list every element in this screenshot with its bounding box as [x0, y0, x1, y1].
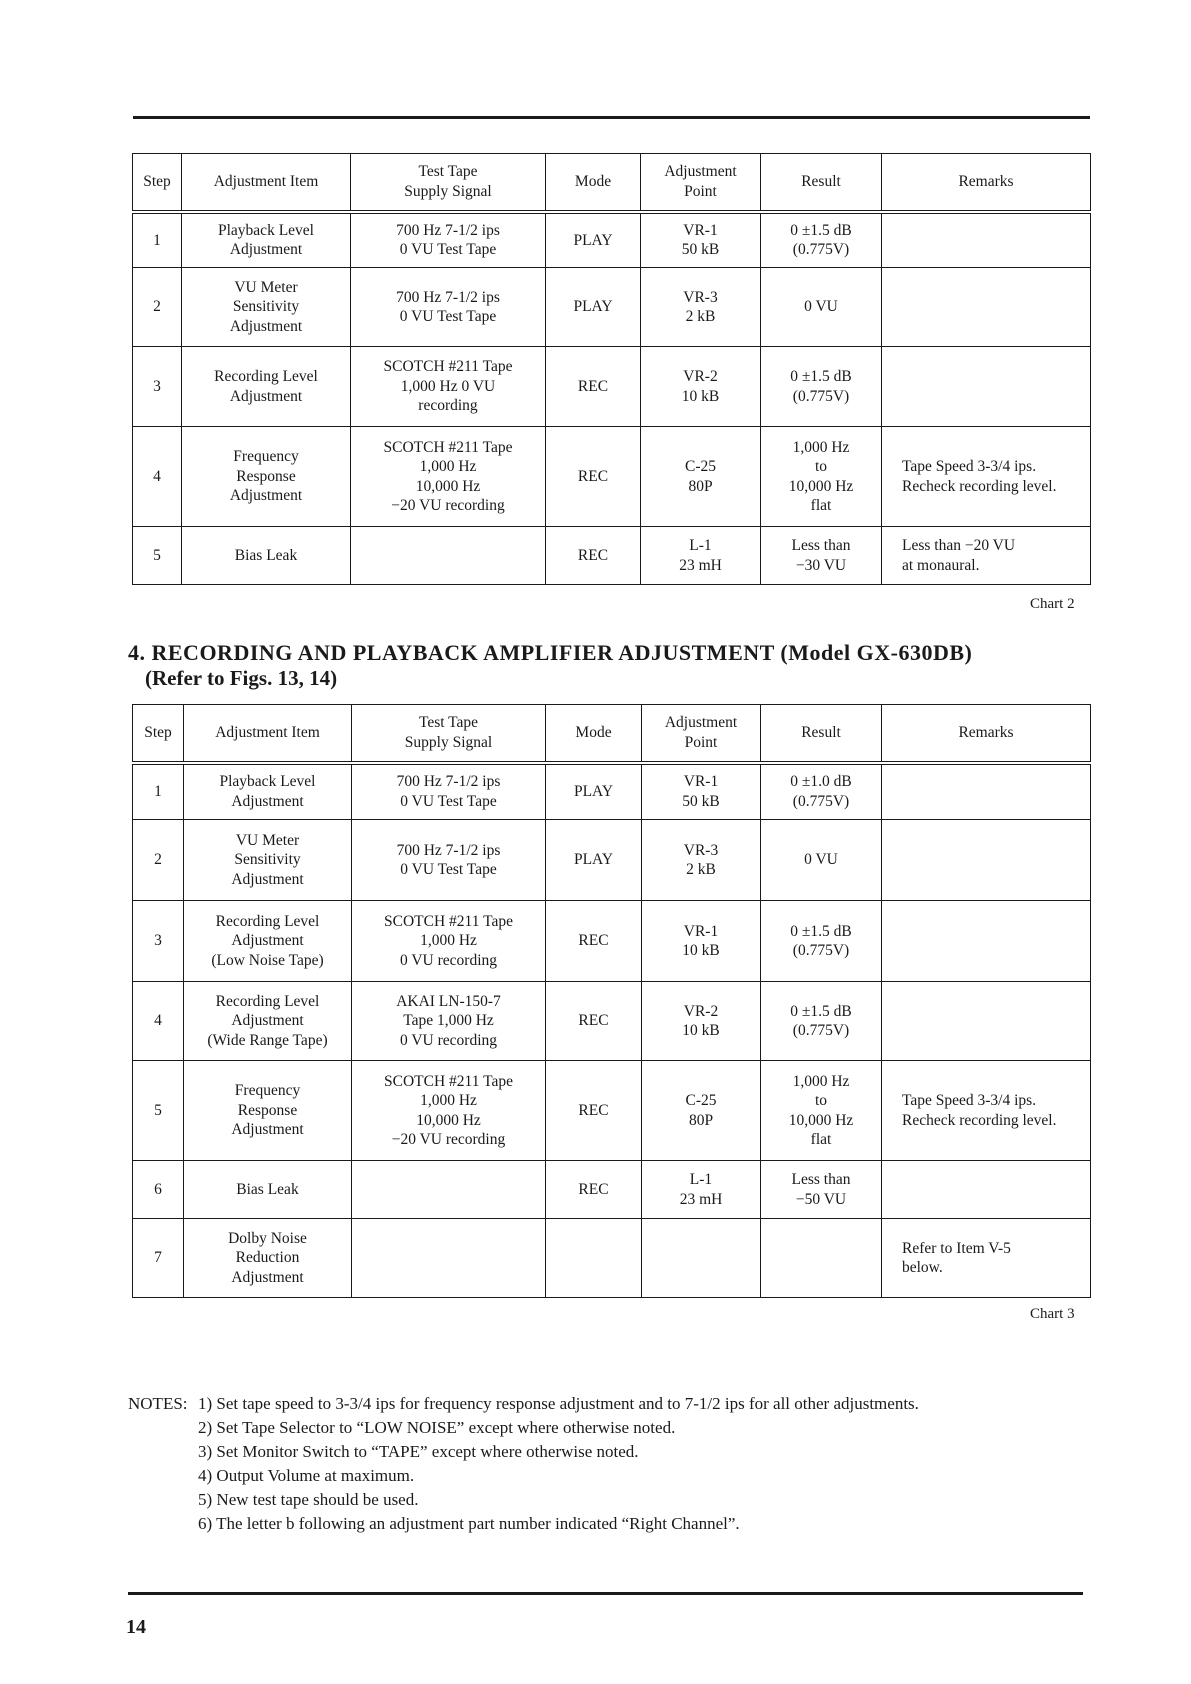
cell-line: (0.775V)	[792, 942, 850, 959]
cell-line: 1	[154, 783, 162, 801]
cell-line: Frequency	[234, 1082, 301, 1100]
cell-line: 0 VU recording	[400, 951, 497, 969]
cell-line: 10,000 Hz	[415, 477, 481, 495]
cell-line: VR-3	[683, 288, 718, 306]
cell-line: Result	[801, 724, 841, 742]
cell-line: 0 VU	[804, 298, 838, 316]
cell-line: Adjustment	[229, 317, 303, 335]
cell-line: Point	[684, 182, 717, 200]
table-cell	[882, 763, 1091, 820]
cell-line: 1,000 Hz	[792, 438, 850, 456]
cell-line: 5	[153, 546, 161, 564]
cell-line: Step	[143, 173, 171, 191]
table-cell	[761, 820, 882, 901]
note-text: 5) New test tape should be used.	[198, 1490, 419, 1509]
table-cell	[352, 1219, 546, 1298]
cell-line: 10 kB	[681, 387, 720, 405]
table-row	[133, 527, 1091, 585]
cell-line: to	[814, 458, 828, 476]
cell-line: 700 Hz 7-1/2 ips	[396, 288, 500, 306]
cell-line: REC	[578, 932, 609, 950]
chart-3-caption: Chart 3	[1030, 1306, 1075, 1322]
table-row	[133, 982, 1091, 1061]
table-cell	[642, 982, 761, 1061]
cell-line: REC	[578, 1180, 609, 1198]
table-cell	[351, 527, 546, 585]
cell-line: 10,000 Hz	[788, 1111, 854, 1129]
cell-line: Tape Speed 3-3/4 ips.	[902, 458, 1037, 476]
table-cell	[182, 527, 351, 585]
table-cell	[882, 347, 1091, 427]
cell-line: −50 VU	[795, 1190, 847, 1208]
cell-line: C-25	[685, 1092, 717, 1110]
cell-line: Bias Leak	[236, 1180, 299, 1198]
table-cell	[882, 268, 1091, 347]
cell-line: 0 VU Test Tape	[399, 241, 497, 259]
cell-line: 700 Hz 7-1/2 ips	[396, 221, 500, 239]
cell-line: Adjustment	[231, 1012, 304, 1030]
table-cell	[761, 427, 882, 527]
cell-line: Mode	[574, 173, 612, 191]
cell-line: 10 kB	[682, 942, 720, 959]
table-row	[133, 347, 1091, 427]
table-cell	[761, 212, 882, 268]
cell-line: 10,000 Hz	[416, 1111, 481, 1129]
cell-line: below.	[902, 1259, 943, 1276]
cell-line: Step	[144, 724, 172, 742]
cell-line: Test Tape	[418, 163, 478, 181]
cell-line: VR-3	[683, 841, 719, 859]
table-cell	[133, 763, 184, 820]
note-item	[128, 1416, 919, 1440]
cell-line: Adjustment Item	[213, 173, 319, 191]
table-cell	[546, 901, 642, 982]
cell-line: PLAY	[573, 783, 614, 801]
table-cell	[761, 268, 882, 347]
cell-line: 0 VU Test Tape	[400, 861, 497, 878]
table-cell	[882, 212, 1091, 268]
cell-line: recording	[418, 397, 478, 415]
cell-line: Tape Speed 3-3/4 ips.	[902, 1092, 1037, 1110]
table-cell	[133, 347, 182, 427]
note-item	[128, 1392, 919, 1416]
cell-line: 1,000 Hz	[420, 932, 477, 950]
table-cell	[761, 901, 882, 982]
table-cell	[546, 763, 642, 820]
table-cell	[546, 1219, 642, 1298]
table-cell	[761, 527, 882, 585]
cell-line: 3	[154, 932, 162, 950]
note-item	[128, 1440, 919, 1464]
cell-line: Playback Level	[218, 221, 314, 239]
cell-line: SCOTCH #211 Tape	[384, 1072, 513, 1090]
table-cell	[133, 427, 182, 527]
note-item	[128, 1512, 919, 1536]
cell-line: C-25	[685, 458, 716, 476]
column-header	[882, 705, 1091, 763]
cell-line: Result	[801, 173, 841, 191]
table-cell	[184, 1061, 352, 1161]
table-cell	[352, 1061, 546, 1161]
cell-line: Remarks	[958, 173, 1014, 191]
cell-line: 10 kB	[682, 1022, 720, 1039]
cell-line: 0 VU recording	[400, 1031, 497, 1049]
column-header	[133, 154, 182, 212]
cell-line: VR-1	[683, 773, 719, 791]
table-cell	[184, 982, 352, 1061]
cell-line: 0 VU	[804, 851, 838, 869]
cell-line: 1,000 Hz	[419, 458, 477, 476]
cell-line: Recording Level	[215, 992, 320, 1010]
cell-line: 6	[154, 1180, 162, 1198]
bottom-rule	[128, 1592, 1083, 1595]
table-cell	[642, 1219, 761, 1298]
cell-line: 2 kB	[685, 308, 716, 325]
table-cell	[761, 1061, 882, 1161]
table-cell	[133, 1219, 184, 1298]
cell-line: PLAY	[573, 851, 614, 869]
table-cell	[882, 1161, 1091, 1219]
table-row	[133, 1061, 1091, 1161]
table-cell	[184, 820, 352, 901]
table-cell	[133, 527, 182, 585]
table-cell	[133, 1161, 184, 1219]
cell-line: Adjustment	[664, 163, 737, 181]
table-row	[133, 427, 1091, 527]
cell-line: Reduction	[235, 1249, 300, 1267]
table-cell	[642, 1161, 761, 1219]
cell-line: 10,000 Hz	[788, 477, 854, 495]
cell-line: 1	[153, 231, 161, 249]
cell-line: Playback Level	[219, 773, 316, 791]
table-cell	[352, 763, 546, 820]
table-row	[133, 820, 1091, 901]
cell-line: Adjustment	[229, 487, 303, 505]
table-cell	[133, 901, 184, 982]
cell-line: REC	[577, 377, 609, 395]
table-cell	[641, 527, 761, 585]
cell-line: VR-1	[683, 922, 719, 940]
cell-line: 0 ±1.0 dB	[790, 773, 852, 791]
cell-line: 0 ±1.5 dB	[790, 1002, 852, 1020]
cell-line: −20 VU recording	[391, 496, 505, 514]
section-title: 4. RECORDING AND PLAYBACK AMPLIFIER ADJUSTMENT (Model GX-630DB)	[128, 640, 973, 665]
table-cell	[882, 427, 1091, 527]
table-cell	[546, 427, 641, 527]
table-cell	[641, 347, 761, 427]
cell-line: 80P	[688, 1111, 714, 1129]
cell-line: Test Tape	[418, 714, 479, 732]
table-cell	[182, 268, 351, 347]
table-cell	[352, 1161, 546, 1219]
cell-line: Refer to Item V-5	[902, 1239, 1011, 1257]
cell-line: L-1	[689, 1171, 713, 1189]
table-cell	[546, 527, 641, 585]
table-cell	[882, 982, 1091, 1061]
cell-line: SCOTCH #211 Tape	[384, 912, 513, 930]
cell-line: SCOTCH #211 Tape	[383, 358, 513, 376]
table-cell	[351, 427, 546, 527]
cell-line: Adjustment	[664, 714, 738, 732]
table-cell	[133, 982, 184, 1061]
cell-line: PLAY	[573, 231, 613, 249]
table-cell	[641, 268, 761, 347]
cell-line: 4	[153, 467, 161, 485]
table-cell	[882, 820, 1091, 901]
table-cell	[882, 901, 1091, 982]
notes-label: NOTES:	[128, 1394, 188, 1413]
cell-line: Supply Signal	[404, 733, 493, 751]
cell-line: Dolby Noise	[228, 1229, 307, 1247]
cell-line: (0.775V)	[792, 387, 850, 405]
table-cell	[184, 901, 352, 982]
table-row	[133, 1161, 1091, 1219]
cell-line: Less than	[791, 537, 851, 555]
cell-line: Adjustment Item	[215, 724, 320, 742]
cell-line: to	[814, 1092, 828, 1110]
table-cell	[761, 1161, 882, 1219]
cell-line: 0 ±1.5 dB	[790, 368, 852, 386]
cell-line: Adjustment	[231, 1268, 304, 1286]
column-header	[641, 154, 761, 212]
cell-line: Frequency	[233, 448, 299, 466]
table-cell	[182, 427, 351, 527]
cell-line: 2 kB	[686, 861, 716, 878]
cell-line: 0 VU Test Tape	[400, 792, 497, 810]
table-cell	[351, 212, 546, 268]
cell-line: −30 VU	[795, 556, 847, 574]
header-row	[133, 154, 1091, 212]
cell-line: VU Meter	[234, 278, 298, 296]
cell-line: 1,000 Hz 0 VU	[400, 377, 496, 395]
table-cell	[546, 347, 641, 427]
column-header	[182, 154, 351, 212]
table-cell	[352, 901, 546, 982]
table-cell	[351, 347, 546, 427]
column-header	[546, 154, 641, 212]
cell-line: 3	[153, 377, 161, 395]
table-cell	[642, 901, 761, 982]
table-cell	[133, 268, 182, 347]
cell-line: Tape 1,000 Hz	[403, 1012, 494, 1030]
cell-line: SCOTCH #211 Tape	[383, 438, 513, 456]
cell-line: Supply Signal	[404, 182, 492, 200]
table-cell	[133, 820, 184, 901]
table-cell	[351, 268, 546, 347]
table-cell	[546, 1161, 642, 1219]
cell-line: Less than	[791, 1171, 851, 1189]
table-row	[133, 763, 1091, 820]
cell-line: −20 VU recording	[391, 1130, 506, 1148]
column-header	[761, 705, 882, 763]
note-item	[128, 1464, 919, 1488]
table-cell	[761, 763, 882, 820]
cell-line: (Wide Range Tape)	[207, 1031, 328, 1049]
cell-line: Adjustment	[231, 792, 304, 810]
note-text: 1) Set tape speed to 3-3/4 ips for frequency response adjustment and to 7-1/2 ips for all other adjustments.	[198, 1394, 919, 1413]
table-cell	[641, 212, 761, 268]
note-text: 3) Set Monitor Switch to “TAPE” except where otherwise noted.	[198, 1442, 639, 1461]
cell-line: Sensitivity	[234, 851, 301, 869]
column-header	[546, 705, 642, 763]
table-cell	[882, 1061, 1091, 1161]
cell-line: 0 VU Test Tape	[399, 308, 497, 325]
table-cell	[352, 820, 546, 901]
cell-line: Recheck recording level.	[902, 1111, 1057, 1129]
table-cell	[182, 212, 351, 268]
cell-line: 2	[154, 851, 162, 869]
note-text: 6) The letter b following an adjustment part number indicated “Right Channel”.	[198, 1514, 740, 1533]
table-cell	[642, 763, 761, 820]
cell-line: Response	[237, 1101, 298, 1119]
chart-3-table	[132, 704, 1091, 1298]
cell-line: Adjustment	[229, 387, 303, 405]
table-row	[133, 1219, 1091, 1298]
table-cell	[182, 347, 351, 427]
table-cell	[882, 1219, 1091, 1298]
cell-line: (0.775V)	[792, 792, 850, 810]
cell-line: VR-2	[683, 368, 718, 386]
cell-line: Sensitivity	[232, 298, 300, 316]
cell-line: Less than −20 VU	[902, 537, 1016, 555]
table-cell	[546, 820, 642, 901]
table-cell	[546, 1061, 642, 1161]
table-row	[133, 901, 1091, 982]
cell-line: 700 Hz 7-1/2 ips	[396, 841, 501, 859]
table-cell	[133, 212, 182, 268]
cell-line: 5	[154, 1101, 162, 1119]
page-number: 14	[126, 1616, 146, 1638]
cell-line: L-1	[689, 537, 712, 555]
cell-line: Recheck recording level.	[902, 477, 1057, 495]
column-header	[642, 705, 761, 763]
column-header	[882, 154, 1091, 212]
table-row	[133, 212, 1091, 268]
table-cell	[761, 347, 882, 427]
chart-2-caption: Chart 2	[1030, 596, 1075, 612]
note-text: 2) Set Tape Selector to “LOW NOISE” except where otherwise noted.	[198, 1418, 676, 1437]
note-item	[128, 1488, 919, 1512]
cell-line: Adjustment	[231, 1121, 304, 1139]
table-cell	[133, 1061, 184, 1161]
column-header	[351, 154, 546, 212]
cell-line: Remarks	[958, 724, 1014, 742]
cell-line: Adjustment	[231, 932, 304, 950]
cell-line: flat	[810, 1130, 832, 1148]
column-header	[352, 705, 546, 763]
table-cell	[641, 427, 761, 527]
cell-line: Adjustment	[231, 870, 304, 888]
cell-line: Recording Level	[215, 912, 320, 930]
note-text: 4) Output Volume at maximum.	[198, 1466, 415, 1485]
cell-line: VR-2	[683, 1002, 719, 1020]
cell-line: VR-1	[683, 221, 718, 239]
column-header	[184, 705, 352, 763]
cell-line: 23 mH	[679, 1190, 723, 1208]
table-cell	[642, 1061, 761, 1161]
cell-line: 23 mH	[679, 556, 722, 574]
cell-line: Recording Level	[214, 368, 318, 386]
cell-line: (0.775V)	[792, 1022, 850, 1039]
cell-line: 4	[154, 1012, 162, 1030]
cell-line: 700 Hz 7-1/2 ips	[396, 773, 501, 791]
table-cell	[184, 1219, 352, 1298]
cell-line: 0 ±1.5 dB	[790, 221, 852, 239]
cell-line: VU Meter	[235, 831, 300, 849]
cell-line: (0.775V)	[792, 241, 850, 259]
cell-line: 7	[154, 1249, 162, 1267]
section-subtitle: (Refer to Figs. 13, 14)	[145, 666, 338, 690]
cell-line: 0 ±1.5 dB	[790, 922, 852, 940]
cell-line: at monaural.	[902, 556, 980, 574]
table-cell	[184, 1161, 352, 1219]
cell-line: REC	[578, 1101, 609, 1119]
cell-line: REC	[577, 467, 609, 485]
cell-line: (Low Noise Tape)	[211, 951, 324, 969]
cell-line: Mode	[575, 724, 612, 742]
table-cell	[184, 763, 352, 820]
cell-line: 50 kB	[682, 792, 720, 810]
table-cell	[761, 982, 882, 1061]
cell-line: Bias Leak	[234, 546, 298, 564]
cell-line: Adjustment	[229, 241, 303, 259]
notes	[128, 1392, 919, 1536]
cell-line: REC	[578, 1012, 609, 1030]
table-cell	[761, 1219, 882, 1298]
table-cell	[352, 982, 546, 1061]
table-row	[133, 268, 1091, 347]
cell-line: AKAI LN-150-7	[396, 992, 501, 1010]
table-cell	[642, 820, 761, 901]
cell-line: REC	[577, 546, 609, 564]
cell-line: Point	[684, 733, 718, 751]
table-cell	[546, 268, 641, 347]
cell-line: Response	[236, 467, 296, 485]
cell-line: 1,000 Hz	[792, 1072, 850, 1090]
cell-line: 80P	[688, 477, 713, 495]
cell-line: PLAY	[573, 298, 613, 316]
cell-line: 50 kB	[681, 241, 720, 259]
column-header	[761, 154, 882, 212]
cell-line: 2	[153, 298, 161, 316]
table-cell	[546, 212, 641, 268]
cell-line: flat	[810, 496, 832, 514]
top-rule	[133, 116, 1090, 119]
column-header	[133, 705, 184, 763]
chart-2-table	[132, 153, 1091, 585]
table-cell	[882, 527, 1091, 585]
cell-line: 1,000 Hz	[420, 1092, 477, 1110]
table-cell	[546, 982, 642, 1061]
header-row	[133, 705, 1091, 763]
